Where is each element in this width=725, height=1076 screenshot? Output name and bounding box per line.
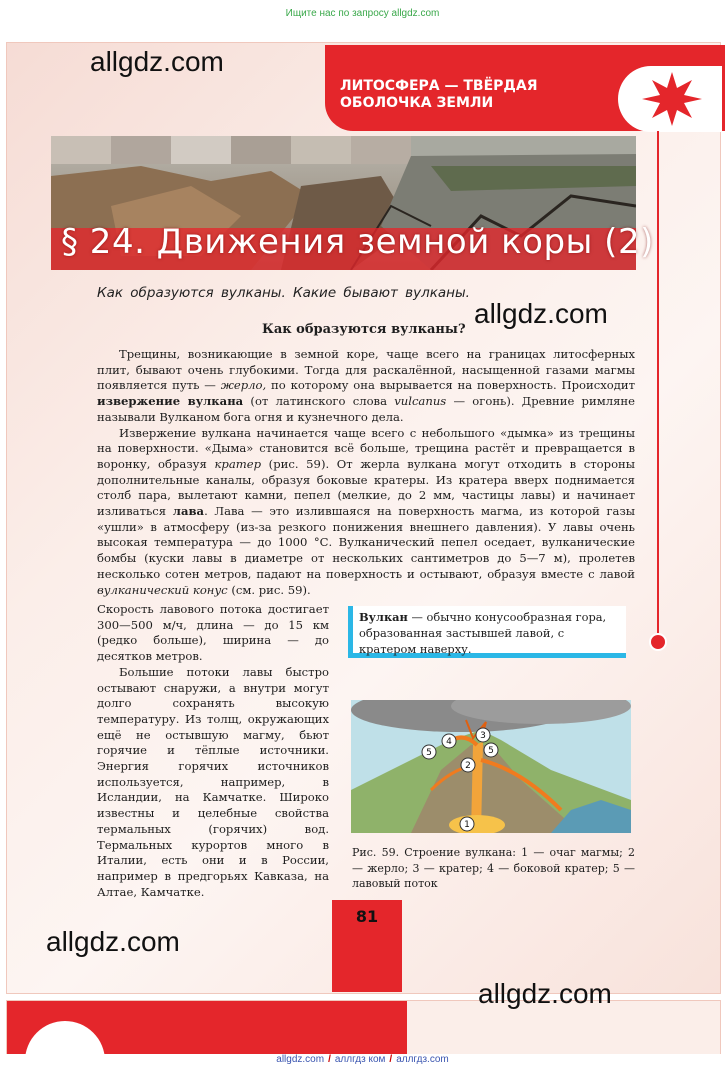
footer-link-1[interactable]: allgdz.com <box>276 1054 325 1065</box>
marker-1: 1 <box>464 820 470 830</box>
watermark-bottom-right: allgdz.com <box>478 978 612 1009</box>
page-number: 81 <box>355 907 379 926</box>
footer-separator: / <box>389 1054 393 1065</box>
top-search-note: Ищите нас по запросу allgdz.com <box>285 8 440 19</box>
paragraph-3: Скорость лавового потока достигает 300—500 м/ч, длина — до 15 км (редко больше), ширина — до десятков метров. <box>97 602 329 664</box>
section-subheading: Как образуются вулканы? <box>262 322 466 337</box>
marker-5-left: 5 <box>426 748 432 758</box>
footer-links <box>0 1054 725 1076</box>
marker-5-right: 5 <box>488 746 494 756</box>
next-page-preview <box>6 1000 721 1062</box>
paragraph-1: Трещины, возникающие в земной коре, чаще всего на границах литосферных плит, бывают очень глубокими. Тогда для раскалённой, насыщенной газами магмы появляется путь — жерло, по которому она вырывается на поверхность. Происходит извержение вулкана (от латинского слова vulcanus — огонь). Древние римляне называли Вулканом бога огня и кузнечного дела. <box>97 347 636 424</box>
section-badge <box>618 66 722 132</box>
figure-caption: Рис. 59. Строение вулкана: 1 — очаг магмы; 2 — жерло; 3 — кратер; 4 — боковой кратер; 5 — лавовый поток <box>352 846 635 890</box>
main-text-top <box>97 347 635 598</box>
volcano-diagram <box>351 700 631 833</box>
side-marker-line <box>657 131 659 644</box>
footer-link-2[interactable]: аллгдз ком <box>334 1054 386 1065</box>
watermark-top-left: allgdz.com <box>90 46 224 77</box>
side-marker-dot <box>649 633 667 651</box>
definition-text: — обычно конусообразная гора, образованная застывшей лавой, с кратером наверху. <box>359 610 607 656</box>
watermark-bottom-left: allgdz.com <box>46 926 180 957</box>
definition-term: Вулкан <box>359 610 408 624</box>
footer-link-3[interactable]: аллгдз.com <box>396 1054 449 1065</box>
paragraph-heading: § 24. Движения земной коры (2) <box>61 222 654 262</box>
marker-2: 2 <box>465 761 471 771</box>
star-icon <box>632 68 712 130</box>
paragraph-4: Большие потоки лавы быстро остывают снаружи, а внутри могут долго сохранять высокую температуру. Из толщ, окружающих ещё не остывшую магму, бьют горячие и тёплые источники. Энергия горячих источников используется, например, в Исландии, на Камчатке. Широко известны и целебные свойства термальных (горячих) вод. Термальных курортов много в Италии, есть они и в России, например в предгорьях Кавказа, на Алтае, Камчатке. <box>97 664 329 899</box>
marker-4: 4 <box>446 737 452 747</box>
marker-3: 3 <box>480 731 486 741</box>
main-text-left-column <box>97 602 329 900</box>
watermark-mid-right: allgdz.com <box>474 298 608 329</box>
volcano-figure <box>351 700 631 833</box>
intro-questions: Как образуются вулканы. Какие бывают вулканы. <box>97 285 470 301</box>
topic-title: ЛИТОСФЕРА — ТВЁРДАЯ ОБОЛОЧКА ЗЕМЛИ <box>340 78 538 111</box>
definition-box <box>348 606 626 658</box>
footer-separator: / <box>328 1054 331 1065</box>
paragraph-2: Извержение вулкана начинается чаще всего с небольшого «дымка» из трещины на поверхности. «Дыма» становится всё больше, трещина растёт и превращается в воронку, образуя кратер (рис. 59). От жерла вулкана могут отходить в стороны дополнительные каналы, образуя боковые кратеры. Из кратера вверх поднимается столб пара, вылетают камни, пепел (мелкие, до 2 мм, частицы лавы) и начинает изливаться лава. Лава — это излившаяся на поверхность магма, из которой газы «ушли» в атмосферу (из-за резкого понижения внешнего давления). У лавы очень высокая температура — до 1000 °С. Вулканический пепел оседает, вулканические бомбы (куски лавы в диаметре от нескольких сантиметров до 5—7 м), пролетев несколько сотен метров, падают на поверхность и остывают, образуя вместе с лавой вулканический конус (см. рис. 59). <box>97 425 636 597</box>
